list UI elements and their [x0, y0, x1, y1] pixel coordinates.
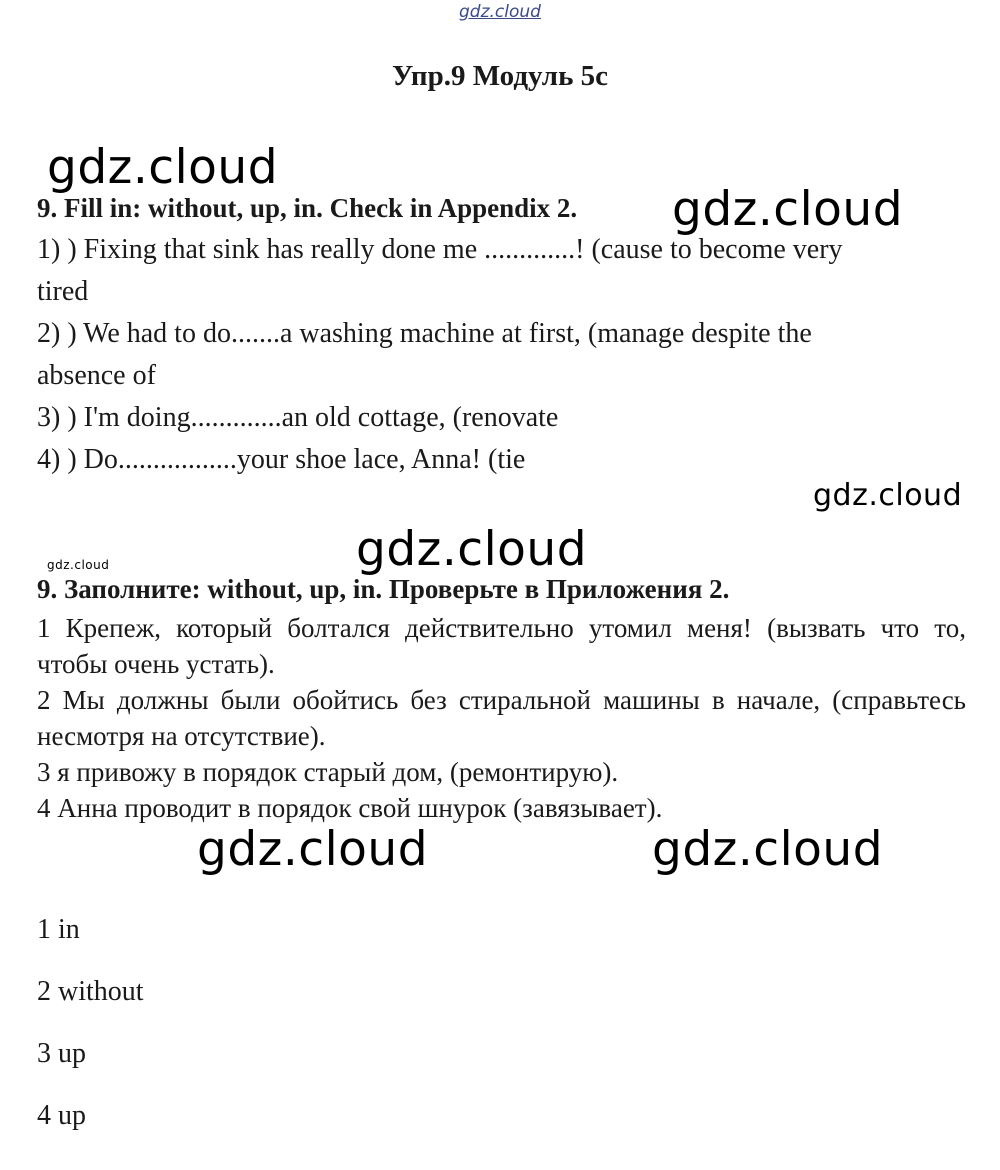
english-line: 4) ) Do.................your shoe lace, Anna! (tie [37, 444, 526, 475]
english-line: 2) ) We had to do.......a washing machine at first, (manage despite the [37, 318, 812, 349]
english-heading: 9. Fill in: without, up, in. Check in Appendix 2. [37, 193, 578, 223]
watermark: gdz.cloud [197, 822, 429, 877]
watermark: gdz.cloud [672, 182, 904, 237]
english-line: absence of [37, 360, 156, 391]
answer-item: 3 up [37, 1038, 86, 1069]
russian-item: 4 Анна проводит в порядок свой шнурок (завязывает). [37, 793, 663, 823]
watermark: gdz.cloud [356, 522, 588, 577]
page-title: Упр.9 Модуль 5с [391, 60, 609, 92]
russian-heading: 9. Заполните: without, up, in. Проверьте в Приложения 2. [37, 574, 730, 604]
russian-item: 1 Крепеж, который болтался действительно утомил меня! (вызвать что то, чтобы очень устать). [37, 613, 966, 679]
russian-translation [37, 610, 966, 826]
russian-item: 2 Мы должны были обойтись без стиральной машины в начале, (справьтесь несмотря на отсутствие). [37, 685, 966, 751]
top-watermark: gdz.cloud [459, 2, 541, 22]
watermark: gdz.cloud [47, 140, 279, 195]
english-line: 3) ) I'm doing.............an old cottage, (renovate [37, 402, 559, 433]
watermark: gdz.cloud [47, 558, 110, 572]
answer-item: 2 without [37, 976, 144, 1007]
answer-item: 4 up [37, 1100, 86, 1131]
watermark: gdz.cloud [652, 822, 884, 877]
english-line: tired [37, 276, 89, 307]
answer-item: 1 in [37, 914, 80, 945]
russian-item: 3 я привожу в порядок старый дом, (ремонтирую). [37, 757, 619, 787]
watermark: gdz.cloud [813, 478, 963, 513]
english-line: 1) ) Fixing that sink has really done me .............! (cause to become very [37, 234, 843, 265]
